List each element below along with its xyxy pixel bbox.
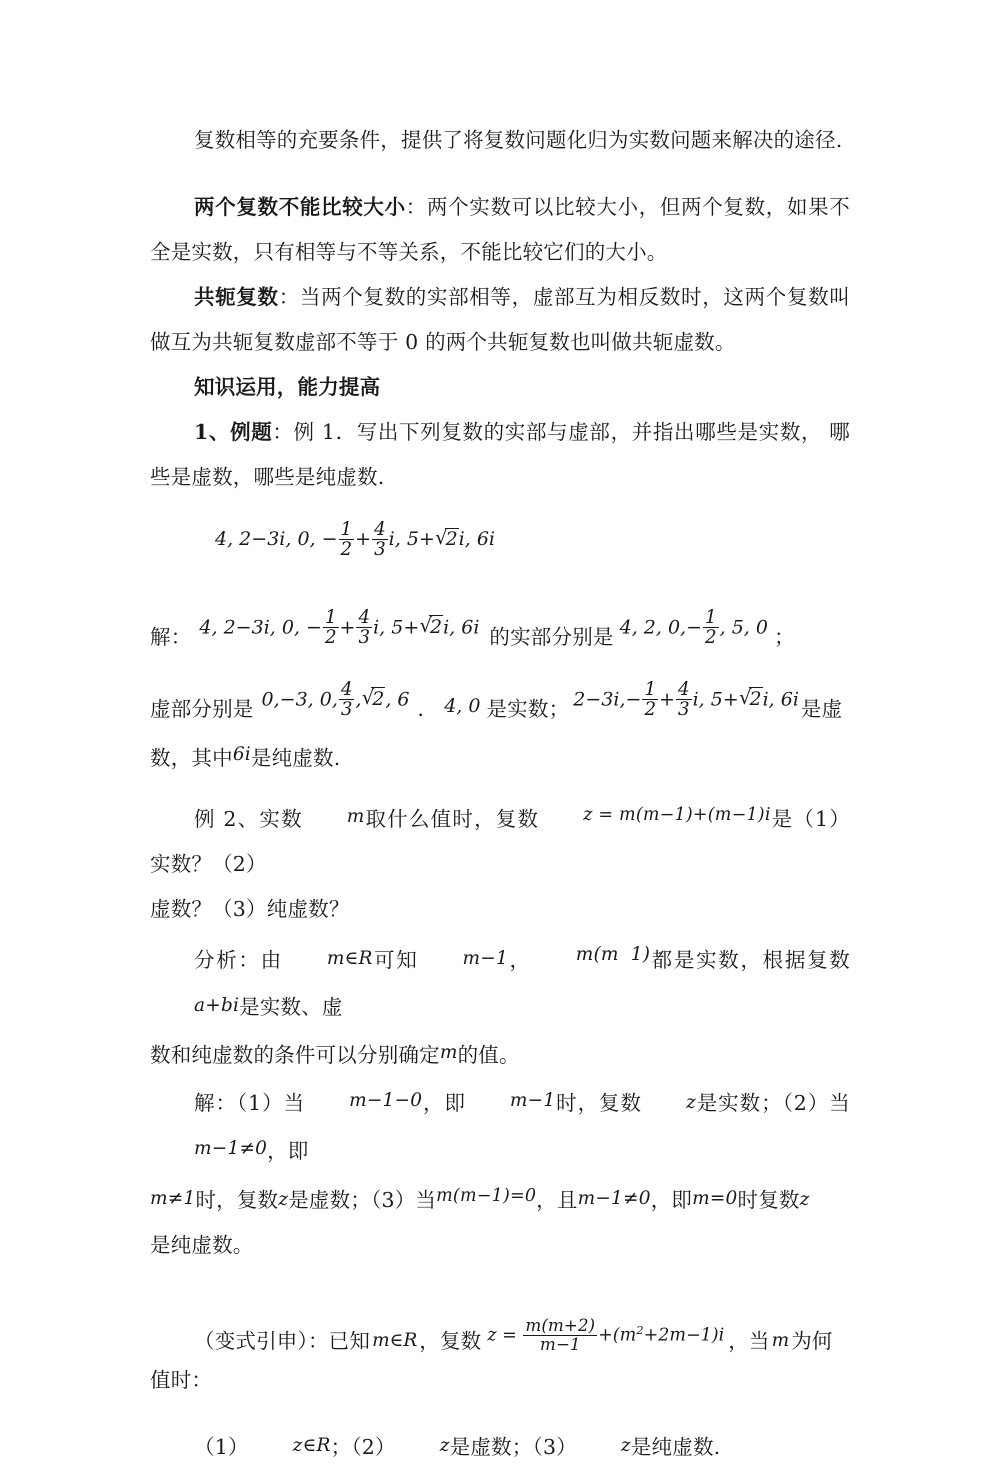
variant-row <box>150 1296 850 1358</box>
example2-head-b: 取什么值时，复数 <box>364 806 540 831</box>
example1-solution-imag-parts-row <box>150 668 850 726</box>
variant-q2-var: z <box>439 1434 450 1456</box>
sol-3-tail: 时复数 <box>737 1187 800 1212</box>
example-text: ：例 1．写出下列复数的实部与虚部，并指出哪些是实数， 哪些是虚数，哪些是纯虚数. <box>150 420 850 489</box>
conjugate-text: ：当两个复数的实部相等，虚部互为相反数时，这两个复数叫做互为共轭复数虚部不等于 0 的两个共轭复数也叫做共轭虚数。 <box>150 285 850 354</box>
variant-label: （变式引申）：已知 <box>194 1328 371 1353</box>
sol-2-cond: m−1≠0 <box>194 1137 268 1159</box>
analysis-f: 的值。 <box>457 1042 520 1067</box>
analysis-b: 可知 <box>372 947 419 972</box>
sol-3-mid2: ，即 <box>650 1187 693 1212</box>
variant-q1-num: （1） <box>194 1434 249 1459</box>
analysis-label: 分析： <box>194 947 261 972</box>
variant-formula: z = $\frac{m(m+2)}{m-1}$ $+(m^2+2m-1)i$ <box>487 1315 725 1354</box>
section-heading <box>150 365 850 410</box>
paragraph-example-1-head <box>150 410 850 500</box>
paragraph-compare <box>150 185 850 275</box>
example2-var-m: m <box>346 805 365 827</box>
spacer <box>150 500 850 510</box>
variant-mid: ，复数 <box>419 1328 482 1353</box>
paragraph-solution-1 <box>150 1078 850 1174</box>
paragraph-solution-3 <box>150 1223 850 1268</box>
paragraph-intro-text: 复数相等的充要条件，提供了将复数问题化归为实数问题来解决的途径. <box>194 128 843 152</box>
example2-formula: z = m(m−1)+(m−1)i <box>583 804 771 825</box>
sol-1-tail: 时，复数 <box>555 1090 642 1115</box>
sol-2-mid: ，即 <box>267 1138 309 1163</box>
imag-parts-formula: 0,−3, 0, $\frac{4}{3}$ , √ 2, 6 <box>262 680 410 720</box>
solution-label: 解： <box>150 624 192 649</box>
paragraph-analysis-2 <box>150 1030 850 1078</box>
variant-q3: 是纯虚数. <box>630 1434 721 1459</box>
example2-head-a: 例 2、实数 <box>194 806 303 831</box>
analysis-var-m: m <box>439 1041 458 1063</box>
paragraph-example-2-head <box>150 793 850 887</box>
example1-pure-imaginary-line <box>150 732 850 781</box>
complex-number-list-formula-repeat: 4, 2−3i, 0, − $\frac{1}{2}$ + $\frac{4}{3}$ i, 5+ √ 2i, 6i <box>199 608 479 648</box>
is-pure-imaginary-label: 是纯虚数. <box>250 745 341 770</box>
paragraph-example-2-head2 <box>150 887 850 932</box>
sol-var-z-2: z <box>278 1188 289 1210</box>
sol-3-cond2: m−1≠0 <box>577 1187 651 1209</box>
page-body <box>150 118 850 1470</box>
sol-3-end: 是纯虚数。 <box>150 1232 254 1257</box>
expr-m-minus-1: m−1 <box>462 947 508 969</box>
paragraph-solution-2 <box>150 1174 850 1223</box>
variant-line2: 值时： <box>150 1367 213 1392</box>
continue-line-text: 数，其中 <box>150 745 233 770</box>
sol-2-tail: 时，复数 <box>195 1187 279 1212</box>
imaginary-numbers-formula: 2−3i,− $\frac{1}{2}$ + $\frac{4}{3}$ i, 5+ √ 2i, 6i <box>573 680 799 720</box>
sol-2-val: m≠1 <box>150 1187 196 1209</box>
variant-q2: 是虚数；（3） <box>449 1434 577 1459</box>
sol-2-end: 是虚数；（3）当 <box>288 1187 437 1212</box>
variant-tail2: 为何 <box>791 1328 833 1353</box>
expr-m-m-1: m(m 1) <box>575 943 651 965</box>
example-label: 1、例题 <box>194 420 273 444</box>
is-imaginary-label: 是虚 <box>800 696 843 721</box>
example1-number-list <box>150 520 850 560</box>
sol-var-z-3: z <box>799 1188 810 1210</box>
example1-solution-real-parts-row <box>150 598 850 654</box>
paragraph-conjugate <box>150 275 850 365</box>
variant-q1-sep: ；（2） <box>330 1434 396 1459</box>
real-numbers-value: 4, 0 <box>444 694 481 717</box>
example2-head-d: 虚数？（3）纯虚数？ <box>150 896 350 921</box>
imag-parts-label: 虚部分别是 <box>150 696 254 721</box>
semicolon-mark: ； <box>773 624 795 649</box>
sol-var-z-1: z <box>686 1091 696 1113</box>
sol-1-cond: m−1−0 <box>349 1089 423 1111</box>
cond-m-in-R: m∈R <box>326 947 373 969</box>
sol-1-mid: ，即 <box>422 1090 466 1115</box>
paragraph-intro <box>150 118 850 163</box>
analysis-a: 由 <box>260 947 283 972</box>
paragraph-analysis <box>150 932 850 1030</box>
paragraph-variant-questions <box>150 1423 850 1470</box>
sol-3-cond: m(m−1)=0 <box>436 1185 537 1206</box>
variant-cond-m-in-R: m∈R <box>372 1329 418 1351</box>
sol-1-end: 是实数；（2）当 <box>695 1090 850 1115</box>
example2-head-c: 是（1）实数？（2） <box>150 806 851 876</box>
analysis-c: 都是实数，根据复数 <box>650 947 850 972</box>
conjugate-label: 共轭复数 <box>194 285 279 309</box>
expr-a-bi: a+bi <box>194 994 240 1016</box>
paragraph-variant-line2 <box>150 1358 850 1403</box>
compare-text: ：两个实数可以比较大小，但两个复数，如果不全是实数，只有相等与不等关系，不能比较它们的大小。 <box>150 195 850 264</box>
sol-3-val: m=0 <box>692 1187 738 1209</box>
solution2-label: 解：（1）当 <box>194 1090 306 1115</box>
pure-imaginary-value: 6i <box>232 743 251 765</box>
spacer <box>150 1268 850 1290</box>
variant-tail: ，当 <box>728 1328 770 1353</box>
period-mark: ． <box>417 696 439 721</box>
variant-var-m: m <box>771 1329 790 1351</box>
spacer <box>150 163 850 185</box>
compare-label: 两个复数不能比较大小 <box>194 195 406 219</box>
sol-3-mid: ，且 <box>536 1187 578 1212</box>
variant-q3-var: z <box>620 1434 631 1456</box>
section-heading-text: 知识运用，能力提高 <box>194 375 381 399</box>
spacer <box>150 1403 850 1413</box>
variant-q1: z∈R <box>292 1434 331 1456</box>
spacer <box>150 574 850 580</box>
analysis-e: 数和纯虚数的条件可以分别确定 <box>150 1042 440 1067</box>
analysis-d: 是实数、虚 <box>239 994 343 1019</box>
complex-number-list-formula: 4, 2−3i, 0, − $\frac{1}{2}$ + $\frac{4}{3}$ i, 5+ √ 2i, 6i <box>215 528 495 550</box>
analysis-comma: ， <box>507 947 532 972</box>
real-parts-formula: 4, 2, 0,− $\frac{1}{2}$ , 5, 0 <box>619 607 768 649</box>
real-parts-label: 的实部分别是 <box>489 624 614 649</box>
sol-1-val: m−1 <box>509 1089 556 1111</box>
is-real-label: 是实数； <box>486 696 570 721</box>
